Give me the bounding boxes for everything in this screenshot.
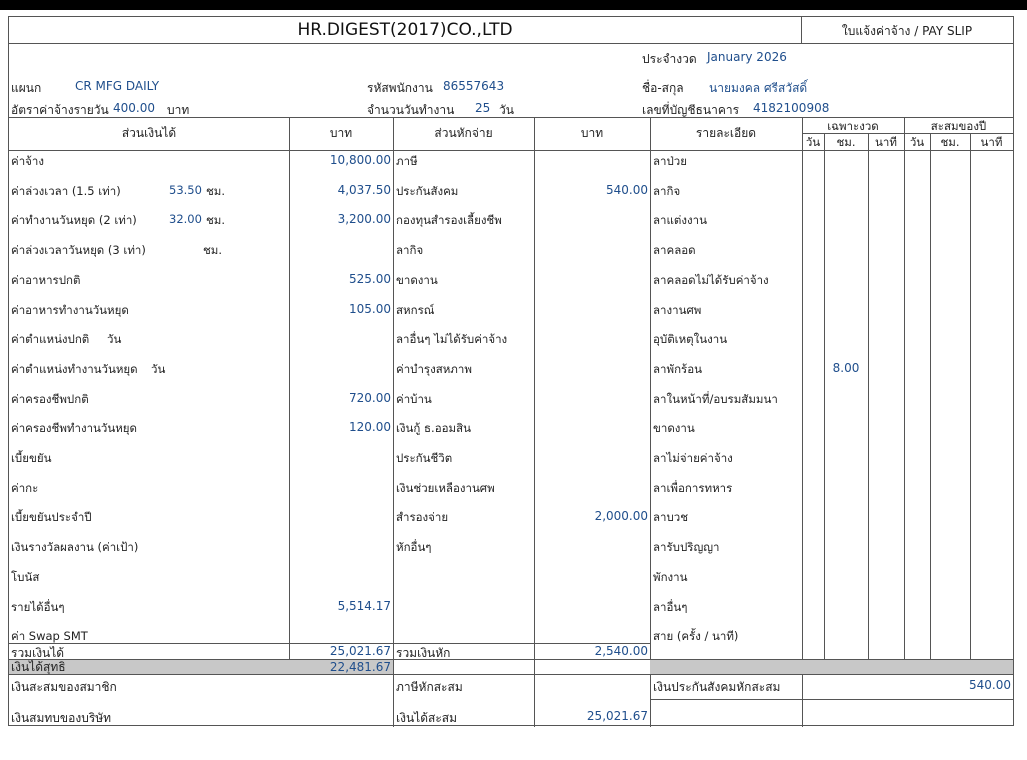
deduction-baht-header: บาท [580,126,604,140]
deduction-item-label: ภาษี [396,154,418,168]
income-item-amount: 105.00 [349,301,391,316]
income-item-label: ค่าอาหารปกติ [11,272,81,287]
total-income-value: 25,021.67 [329,644,391,658]
income-item-amount: 4,037.50 [337,182,391,197]
daily-rate-value: 400.00 [113,101,155,115]
leave-item-label: ลาไม่จ่ายค่าจ้าง [653,451,733,465]
deduction-item-label: กองทุนสำรองเลี้ยงชีพ [396,213,502,228]
income-item-label: เบี้ยขยัน [11,451,52,465]
income-item-label: โบนัส [11,569,40,584]
work-days-label: จำนวนวันทำงาน [367,103,455,117]
social-security-accumulated-label: เงินประกันสังคมหักสะสม [653,680,781,694]
leave-item-label: อุบัติเหตุในงาน [653,332,728,347]
employee-id-label: รหัสพนักงาน [367,81,433,95]
period-minute-header: นาที [875,135,897,149]
deduction-item-label: ลากิจ [396,243,424,258]
net-income-label: เงินได้สุทธิ [11,660,66,674]
income-item-label: รายได้อื่นๆ [11,599,65,614]
income-item-label: ค่าล่วงเวลา (1.5 เท่า) [11,183,121,198]
deduction-item-label: ค่าบ้าน [396,391,432,406]
leave-item-label: ลาพักร้อน [653,361,702,376]
income-item-unit: ชม. [203,243,223,258]
income-item-amount: 5,514.17 [337,598,391,613]
employee-name-label: ชื่อ-สกุล [642,81,684,95]
leave-item-label: ลาคลอด [653,243,696,258]
deduction-item-label: เงินช่วยเหลืองานศพ [396,480,495,495]
income-item-label: ค่าอาหารทำงานวันหยุด [11,302,129,317]
income-item-quantity: 53.50 [169,182,202,197]
leave-item-label: พักงาน [653,569,688,584]
deduction-item-label: หักอื่นๆ [396,540,432,555]
deduction-header: ส่วนหักจ่าย [434,126,493,140]
deduction-item-amount: 2,000.00 [594,509,648,524]
detail-header: รายละเอียด [695,126,757,140]
deduction-item-label: ค่าบำรุงสหภาพ [396,361,472,376]
deduction-item-label: ประกันสังคม [396,183,459,198]
ytd-minute-header: นาที [980,135,1003,149]
total-deduction-label: รวมเงินหัก [396,646,451,660]
department-label: แผนก [11,81,42,95]
leave-item-label: ลาแต่งงาน [653,213,707,228]
work-days-unit: วัน [499,103,514,117]
income-item-label: ค่าตำแหน่งปกติ [11,332,90,347]
top-black-bar [0,0,1027,10]
work-days-value: 25 [475,101,491,115]
deduction-item-label: ขาดงาน [396,272,438,287]
tax-accumulated-label: ภาษีหักสะสม [396,680,463,694]
leave-period-hours: 8.00 [832,360,860,375]
income-item-label: เบี้ยขยันประจำปี [11,510,92,525]
department-value: CR MFG DAILY [75,79,160,93]
income-item-label: ค่าตำแหน่งทำงานวันหยุด [11,361,138,376]
period-hour-header: ชม. [836,135,856,149]
income-header: ส่วนเงินได้ [121,126,177,140]
daily-rate-label: อัตราค่าจ้างรายวัน [11,103,109,117]
income-item-label: ค่าครองชีพทำงานวันหยุด [11,421,138,436]
income-item-amount: 720.00 [349,390,391,405]
income-item-amount: 3,200.00 [337,212,391,227]
ytd-day-header: วัน [909,135,925,149]
income-item-label: ค่า Swap SMT [11,629,88,644]
leave-item-label: ลากิจ [653,183,681,198]
income-item-label: ค่าทำงานวันหยุด (2 เท่า) [11,213,137,228]
net-income-value: 22,481.67 [329,660,391,674]
leave-item-label: ลาในหน้าที่/อบรมสัมมนา [653,391,778,406]
deduction-item-label: สหกรณ์ [396,302,435,317]
income-baht-header: บาท [329,126,353,140]
company-contribution-label: เงินสมทบของบริษัท [11,711,112,725]
period-day-header: วัน [805,135,821,149]
leave-item-label: ขาดงาน [653,421,695,436]
income-item-label: ค่าจ้าง [11,154,44,168]
leave-item-label: ลารับปริญญา [653,540,720,555]
bank-account-label: เลขที่บัญชีธนาคาร [642,103,740,117]
daily-rate-unit: บาท [167,103,190,117]
deduction-item-label: สำรองจ่าย [396,510,449,525]
deduction-item-label: ประกันชีวิต [396,451,453,465]
total-deduction-value: 2,540.00 [594,644,648,658]
payslip-frame [8,16,1014,726]
income-item-unit: ชม. [206,213,226,228]
social-security-accumulated-value: 540.00 [969,678,1011,692]
income-accumulated-value: 25,021.67 [586,709,648,723]
income-item-label: ค่าครองชีพปกติ [11,391,89,406]
income-item-amount: 10,800.00 [329,153,391,167]
income-item-label: ค่ากะ [11,480,39,495]
income-item-unit: ชม. [206,183,226,198]
income-item-amount: 120.00 [349,420,391,435]
income-item-label: ค่าล่วงเวลาวันหยุด (3 เท่า) [11,243,146,258]
income-accumulated-label: เงินได้สะสม [396,711,457,725]
member-fund-label: เงินสะสมของสมาชิก [11,680,117,694]
leave-item-label: สาย (ครั้ง / นาที) [653,629,739,644]
ytd-hour-header: ชม. [940,135,960,149]
period-label: ประจำงวด [642,52,697,66]
income-item-unit: วัน [107,332,122,347]
deduction-item-label: ลาอื่นๆ ไม่ได้รับค่าจ้าง [396,332,508,347]
leave-item-label: ลาบวช [653,510,689,525]
document-title: ใบแจ้งค่าจ้าง / PAY SLIP [841,24,973,38]
ytd-group-header: สะสมของปี [930,119,987,133]
leave-item-label: ลาป่วย [653,154,688,168]
total-income-label: รวมเงินได้ [11,646,65,660]
income-item-label: เงินรางวัลผลงาน (ค่าเป้า) [11,540,139,555]
income-item-unit: วัน [151,361,166,376]
bank-account-value: 4182100908 [753,101,830,115]
income-item-amount: 525.00 [349,271,391,286]
deduction-item-amount: 540.00 [606,182,648,197]
leave-item-label: ลาอื่นๆ [653,599,688,614]
period-group-header: เฉพาะงวด [827,119,879,133]
deduction-item-label: เงินกู้ ธ.ออมสิน [396,421,471,436]
period-value: January 2026 [707,50,787,64]
leave-item-label: ลางานศพ [653,302,702,317]
leave-item-label: ลาคลอดไม่ได้รับค่าจ้าง [653,272,769,287]
employee-id-value: 86557643 [443,79,505,93]
income-item-quantity: 32.00 [169,212,202,227]
company-name: HR.DIGEST(2017)CO.,LTD [297,20,513,40]
leave-item-label: ลาเพื่อการทหาร [653,480,733,495]
employee-name-value: นายมงคล ศรีสวัสดิ์ [709,81,808,95]
